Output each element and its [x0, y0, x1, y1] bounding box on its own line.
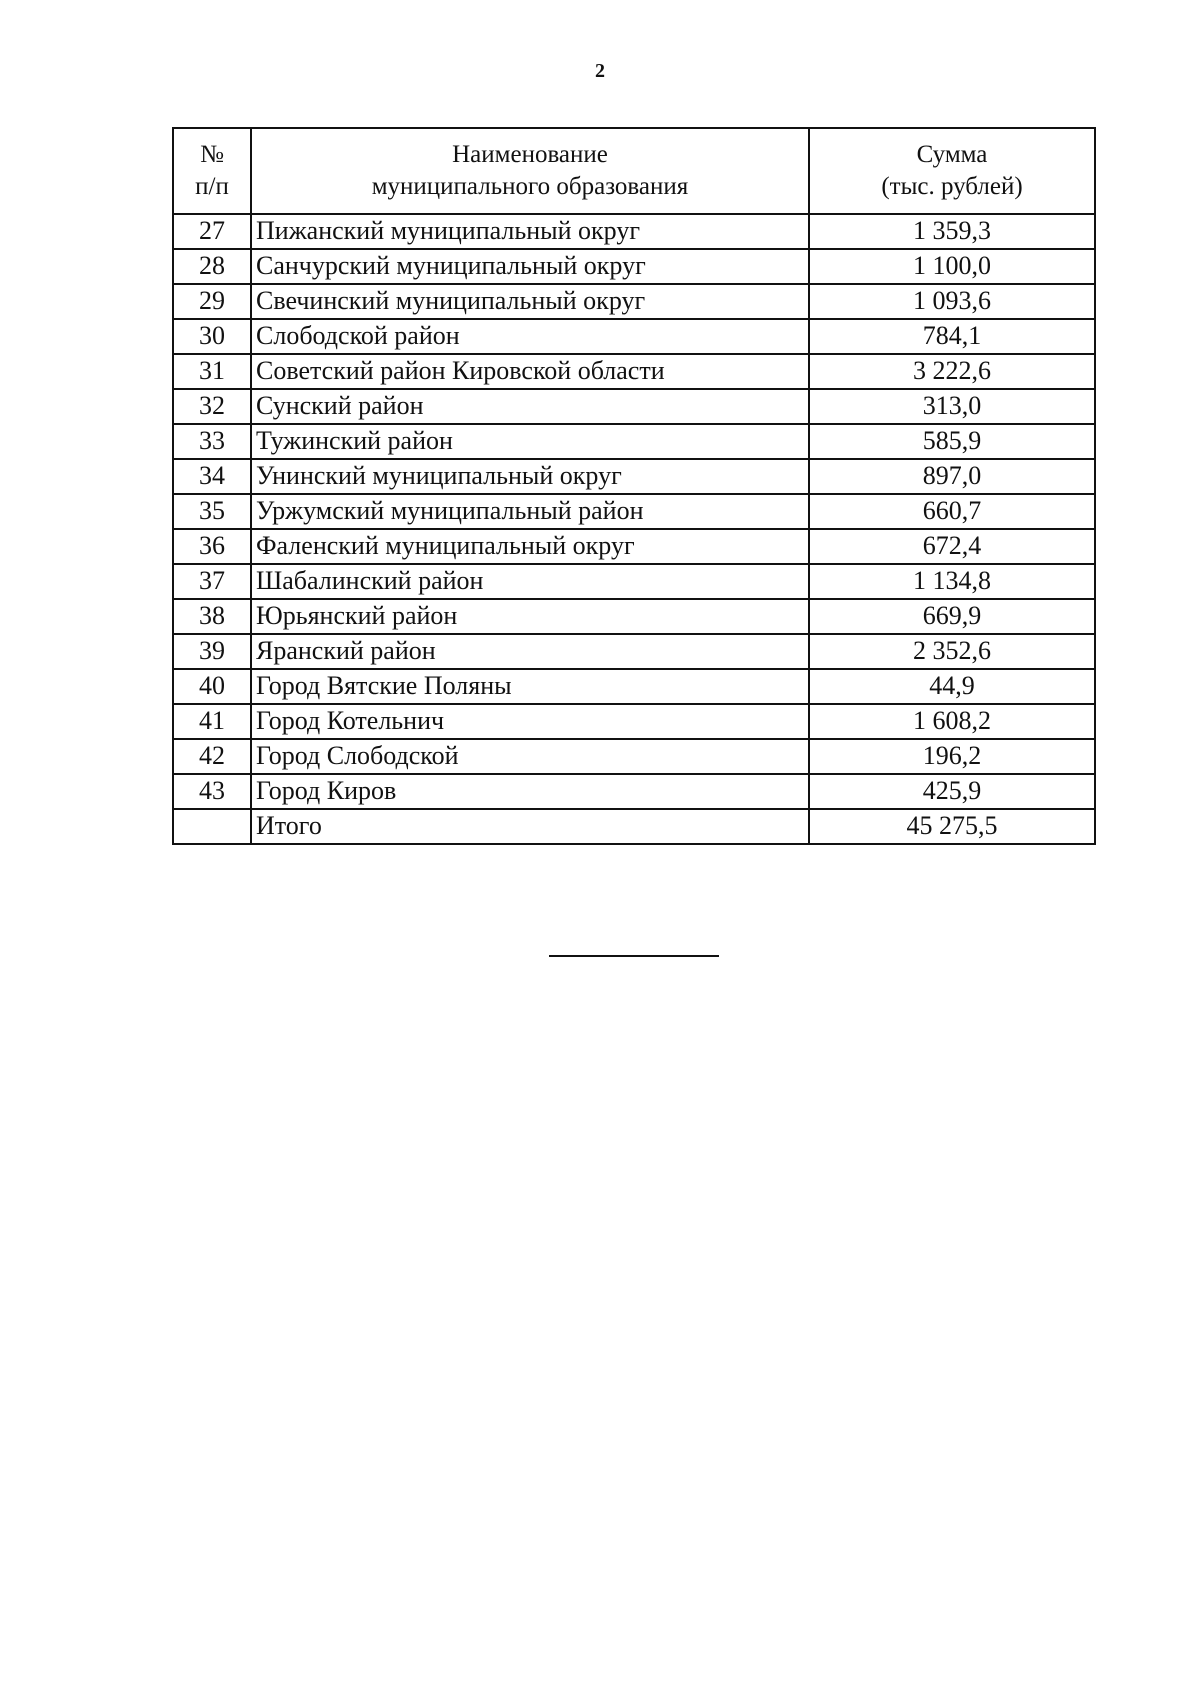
row-number: 38	[173, 599, 251, 634]
header-number-line-1: №	[200, 140, 224, 168]
row-sum: 1 100,0	[809, 249, 1095, 284]
row-sum: 672,4	[809, 529, 1095, 564]
row-number: 39	[173, 634, 251, 669]
table-row	[173, 284, 1095, 319]
row-name: Юрьянский район	[251, 599, 809, 634]
header-name	[251, 128, 809, 214]
row-name: Сунский район	[251, 389, 809, 424]
row-number: 32	[173, 389, 251, 424]
row-sum: 3 222,6	[809, 354, 1095, 389]
row-sum: 784,1	[809, 319, 1095, 354]
table-row	[173, 704, 1095, 739]
header-sum	[809, 128, 1095, 214]
page-number: 2	[595, 60, 605, 82]
row-number: 37	[173, 564, 251, 599]
row-number: 35	[173, 494, 251, 529]
row-number: 40	[173, 669, 251, 704]
row-sum: 313,0	[809, 389, 1095, 424]
row-number: 41	[173, 704, 251, 739]
row-name: Шабалинский район	[251, 564, 809, 599]
table-row	[173, 634, 1095, 669]
row-number: 34	[173, 459, 251, 494]
header-name-line-1: Наименование	[452, 140, 608, 168]
row-name: Унинский муниципальный округ	[251, 459, 809, 494]
table-row	[173, 529, 1095, 564]
row-name: Город Вятские Поляны	[251, 669, 809, 704]
row-number: 30	[173, 319, 251, 354]
row-number: 42	[173, 739, 251, 774]
row-name: Город Слободской	[251, 739, 809, 774]
row-name: Город Киров	[251, 774, 809, 809]
table-row	[173, 564, 1095, 599]
row-name: Свечинский муниципальный округ	[251, 284, 809, 319]
row-sum: 897,0	[809, 459, 1095, 494]
row-name: Санчурский муниципальный округ	[251, 249, 809, 284]
row-number: 33	[173, 424, 251, 459]
header-number-line-2: п/п	[195, 173, 229, 200]
row-sum: 1 134,8	[809, 564, 1095, 599]
row-sum: 2 352,6	[809, 634, 1095, 669]
header-row	[173, 128, 1095, 214]
row-name: Яранский район	[251, 634, 809, 669]
total-label: Итого	[251, 809, 809, 844]
row-name: Пижанский муниципальный округ	[251, 214, 809, 249]
row-sum: 660,7	[809, 494, 1095, 529]
header-number	[173, 128, 251, 214]
row-sum: 669,9	[809, 599, 1095, 634]
row-number: 36	[173, 529, 251, 564]
table-row	[173, 319, 1095, 354]
table-row	[173, 214, 1095, 249]
table-row	[173, 599, 1095, 634]
header-sum-line-2: (тыс. рублей)	[881, 173, 1023, 200]
table-row	[173, 249, 1095, 284]
table-row	[173, 354, 1095, 389]
row-sum: 44,9	[809, 669, 1095, 704]
row-number: 27	[173, 214, 251, 249]
header-name-line-2: муниципального образования	[371, 173, 689, 200]
table-body	[173, 214, 1095, 844]
row-sum: 1 608,2	[809, 704, 1095, 739]
row-name: Слободской район	[251, 319, 809, 354]
total-sum: 45 275,5	[809, 809, 1095, 844]
table-header	[173, 128, 1095, 214]
table-row	[173, 459, 1095, 494]
allocation-table	[172, 127, 1096, 845]
total-row	[173, 809, 1095, 844]
row-name: Фаленский муниципальный округ	[251, 529, 809, 564]
total-number	[173, 809, 251, 844]
row-sum: 196,2	[809, 739, 1095, 774]
row-number: 28	[173, 249, 251, 284]
row-number: 43	[173, 774, 251, 809]
table-row	[173, 669, 1095, 704]
row-number: 29	[173, 284, 251, 319]
header-sum-line-1: Сумма	[916, 140, 988, 168]
table-row	[173, 774, 1095, 809]
row-name: Тужинский район	[251, 424, 809, 459]
table-row	[173, 424, 1095, 459]
table-row	[173, 739, 1095, 774]
row-sum: 1 359,3	[809, 214, 1095, 249]
table-row	[173, 389, 1095, 424]
row-sum: 585,9	[809, 424, 1095, 459]
table-row	[173, 494, 1095, 529]
row-sum: 425,9	[809, 774, 1095, 809]
closing-rule	[549, 955, 719, 957]
row-name: Уржумский муниципальный район	[251, 494, 809, 529]
row-number: 31	[173, 354, 251, 389]
row-name: Советский район Кировской области	[251, 354, 809, 389]
row-sum: 1 093,6	[809, 284, 1095, 319]
row-name: Город Котельнич	[251, 704, 809, 739]
